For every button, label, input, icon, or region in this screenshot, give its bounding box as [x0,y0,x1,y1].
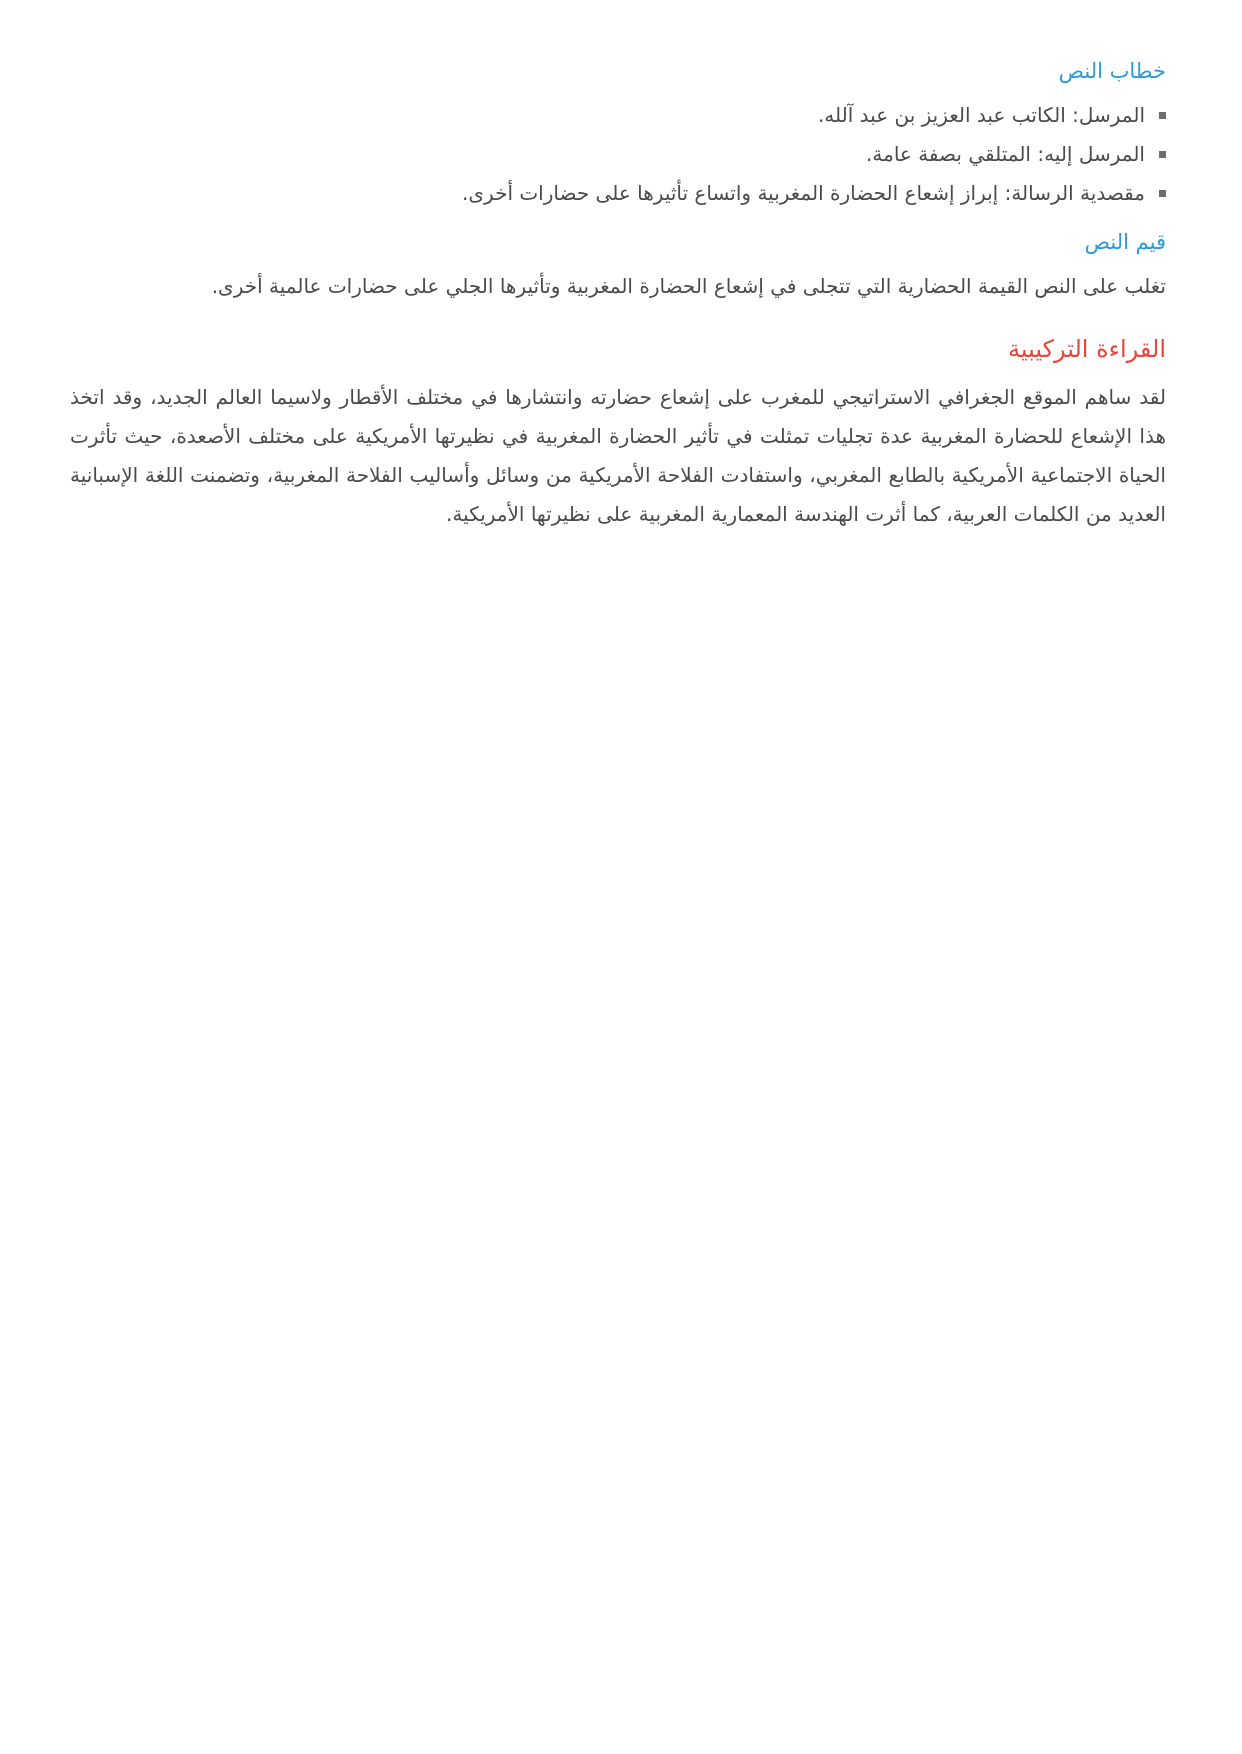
heading-qiraa-tarkibiya: القراءة التركيبية [1007,335,1166,363]
list-item [70,96,1166,135]
qiraa-paragraph: لقد ساهم الموقع الجغرافي الاستراتيجي للمغرب على إشعاع حضارته وانتشارها في مختلف الأقطار ولاسيما العالم الجديد، وقد اتخذ هذا الإشعاع للحضارة المغربية عدة تجليات تمثلت في تأثير الحضارة المغربية في نظيرتها الأمريكية على مختلف الأصعدة، حيث تأثرت الحياة الاجتماعية الأمريكية بالطابع المغربي، واستفادت الفلاحة الأمريكية من وسائل وأساليب الفلاحة المغربية، وتضمنت اللغة الإسبانية العديد من الكلمات العربية، كما أثرت الهندسة المعمارية المغربية على نظيرتها الأمريكية. [70,385,1166,526]
square-bullet-icon [1159,112,1166,119]
list-item [70,135,1166,174]
heading-qiyam-annas: قيم النص [1084,230,1166,254]
bullet-text-purpose: مقصدية الرسالة: إبراز إشعاع الحضارة المغربية واتساع تأثيرها على حضارات أخرى. [462,181,1145,205]
square-bullet-icon [1159,190,1166,197]
square-bullet-icon [1159,151,1166,158]
bullet-text-receiver: المرسل إليه: المتلقي بصفة عامة. [866,142,1145,166]
list-item [70,174,1166,213]
bullet-text-sender: المرسل: الكاتب عبد العزيز بن عبد آلله. [817,103,1145,127]
heading-khitab-annas: خطاب النص [1058,59,1166,83]
qiyam-paragraph: تغلب على النص القيمة الحضارية التي تتجلى في إشعاع الحضارة المغربية وتأثيرها الجلي على حضارات عالمية أخرى. [211,274,1166,298]
khitab-bullet-list [70,96,1166,213]
